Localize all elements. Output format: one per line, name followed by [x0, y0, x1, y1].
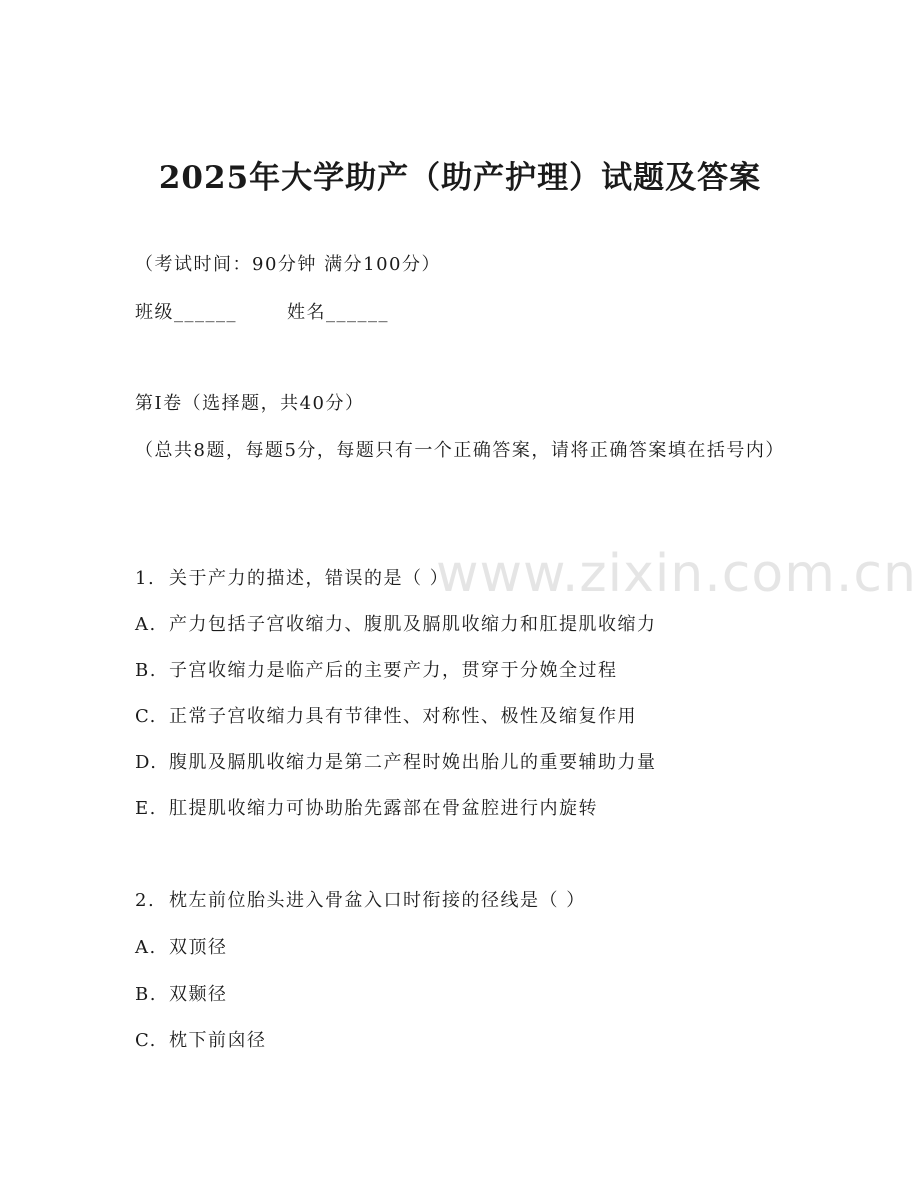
question-1-option-e: E. 肛提肌收缩力可协助胎先露部在骨盆腔进行内旋转 — [135, 798, 598, 819]
question-1-option-a: A. 产力包括子宫收缩力、腹肌及膈肌收缩力和肛提肌收缩力 — [135, 614, 657, 635]
question-2-stem: 2. 枕左前位胎头进入骨盆入口时衔接的径线是（ ） — [135, 890, 586, 911]
document-title: 2025年大学助产（助产护理）试题及答案 — [158, 160, 762, 196]
question-1-option-b: B. 子宫收缩力是临产后的主要产力，贯穿于分娩全过程 — [135, 660, 618, 681]
class-field: 班级______ — [135, 302, 237, 323]
watermark: www.zixin.com.cn — [436, 544, 917, 604]
section-title: 第Ⅰ卷（选择题，共40分） — [135, 393, 365, 414]
question-1-option-c: C. 正常子宫收缩力具有节律性、对称性、极性及缩复作用 — [135, 706, 637, 727]
question-2-option-c: C. 枕下前囟径 — [135, 1030, 267, 1051]
section-instructions: （总共8题，每题5分，每题只有一个正确答案，请将正确答案填在括号内） — [135, 440, 785, 461]
question-1-stem: 1. 关于产力的描述，错误的是（ ） — [135, 568, 450, 589]
student-info-row — [135, 298, 389, 324]
name-field: 姓名______ — [287, 302, 389, 323]
question-2-option-b: B. 双颞径 — [135, 984, 228, 1005]
exam-info: （考试时间：90分钟 满分100分） — [135, 254, 441, 275]
question-2-option-a: A. 双顶径 — [135, 937, 228, 958]
question-1-option-d: D. 腹肌及膈肌收缩力是第二产程时娩出胎儿的重要辅助力量 — [135, 752, 657, 773]
